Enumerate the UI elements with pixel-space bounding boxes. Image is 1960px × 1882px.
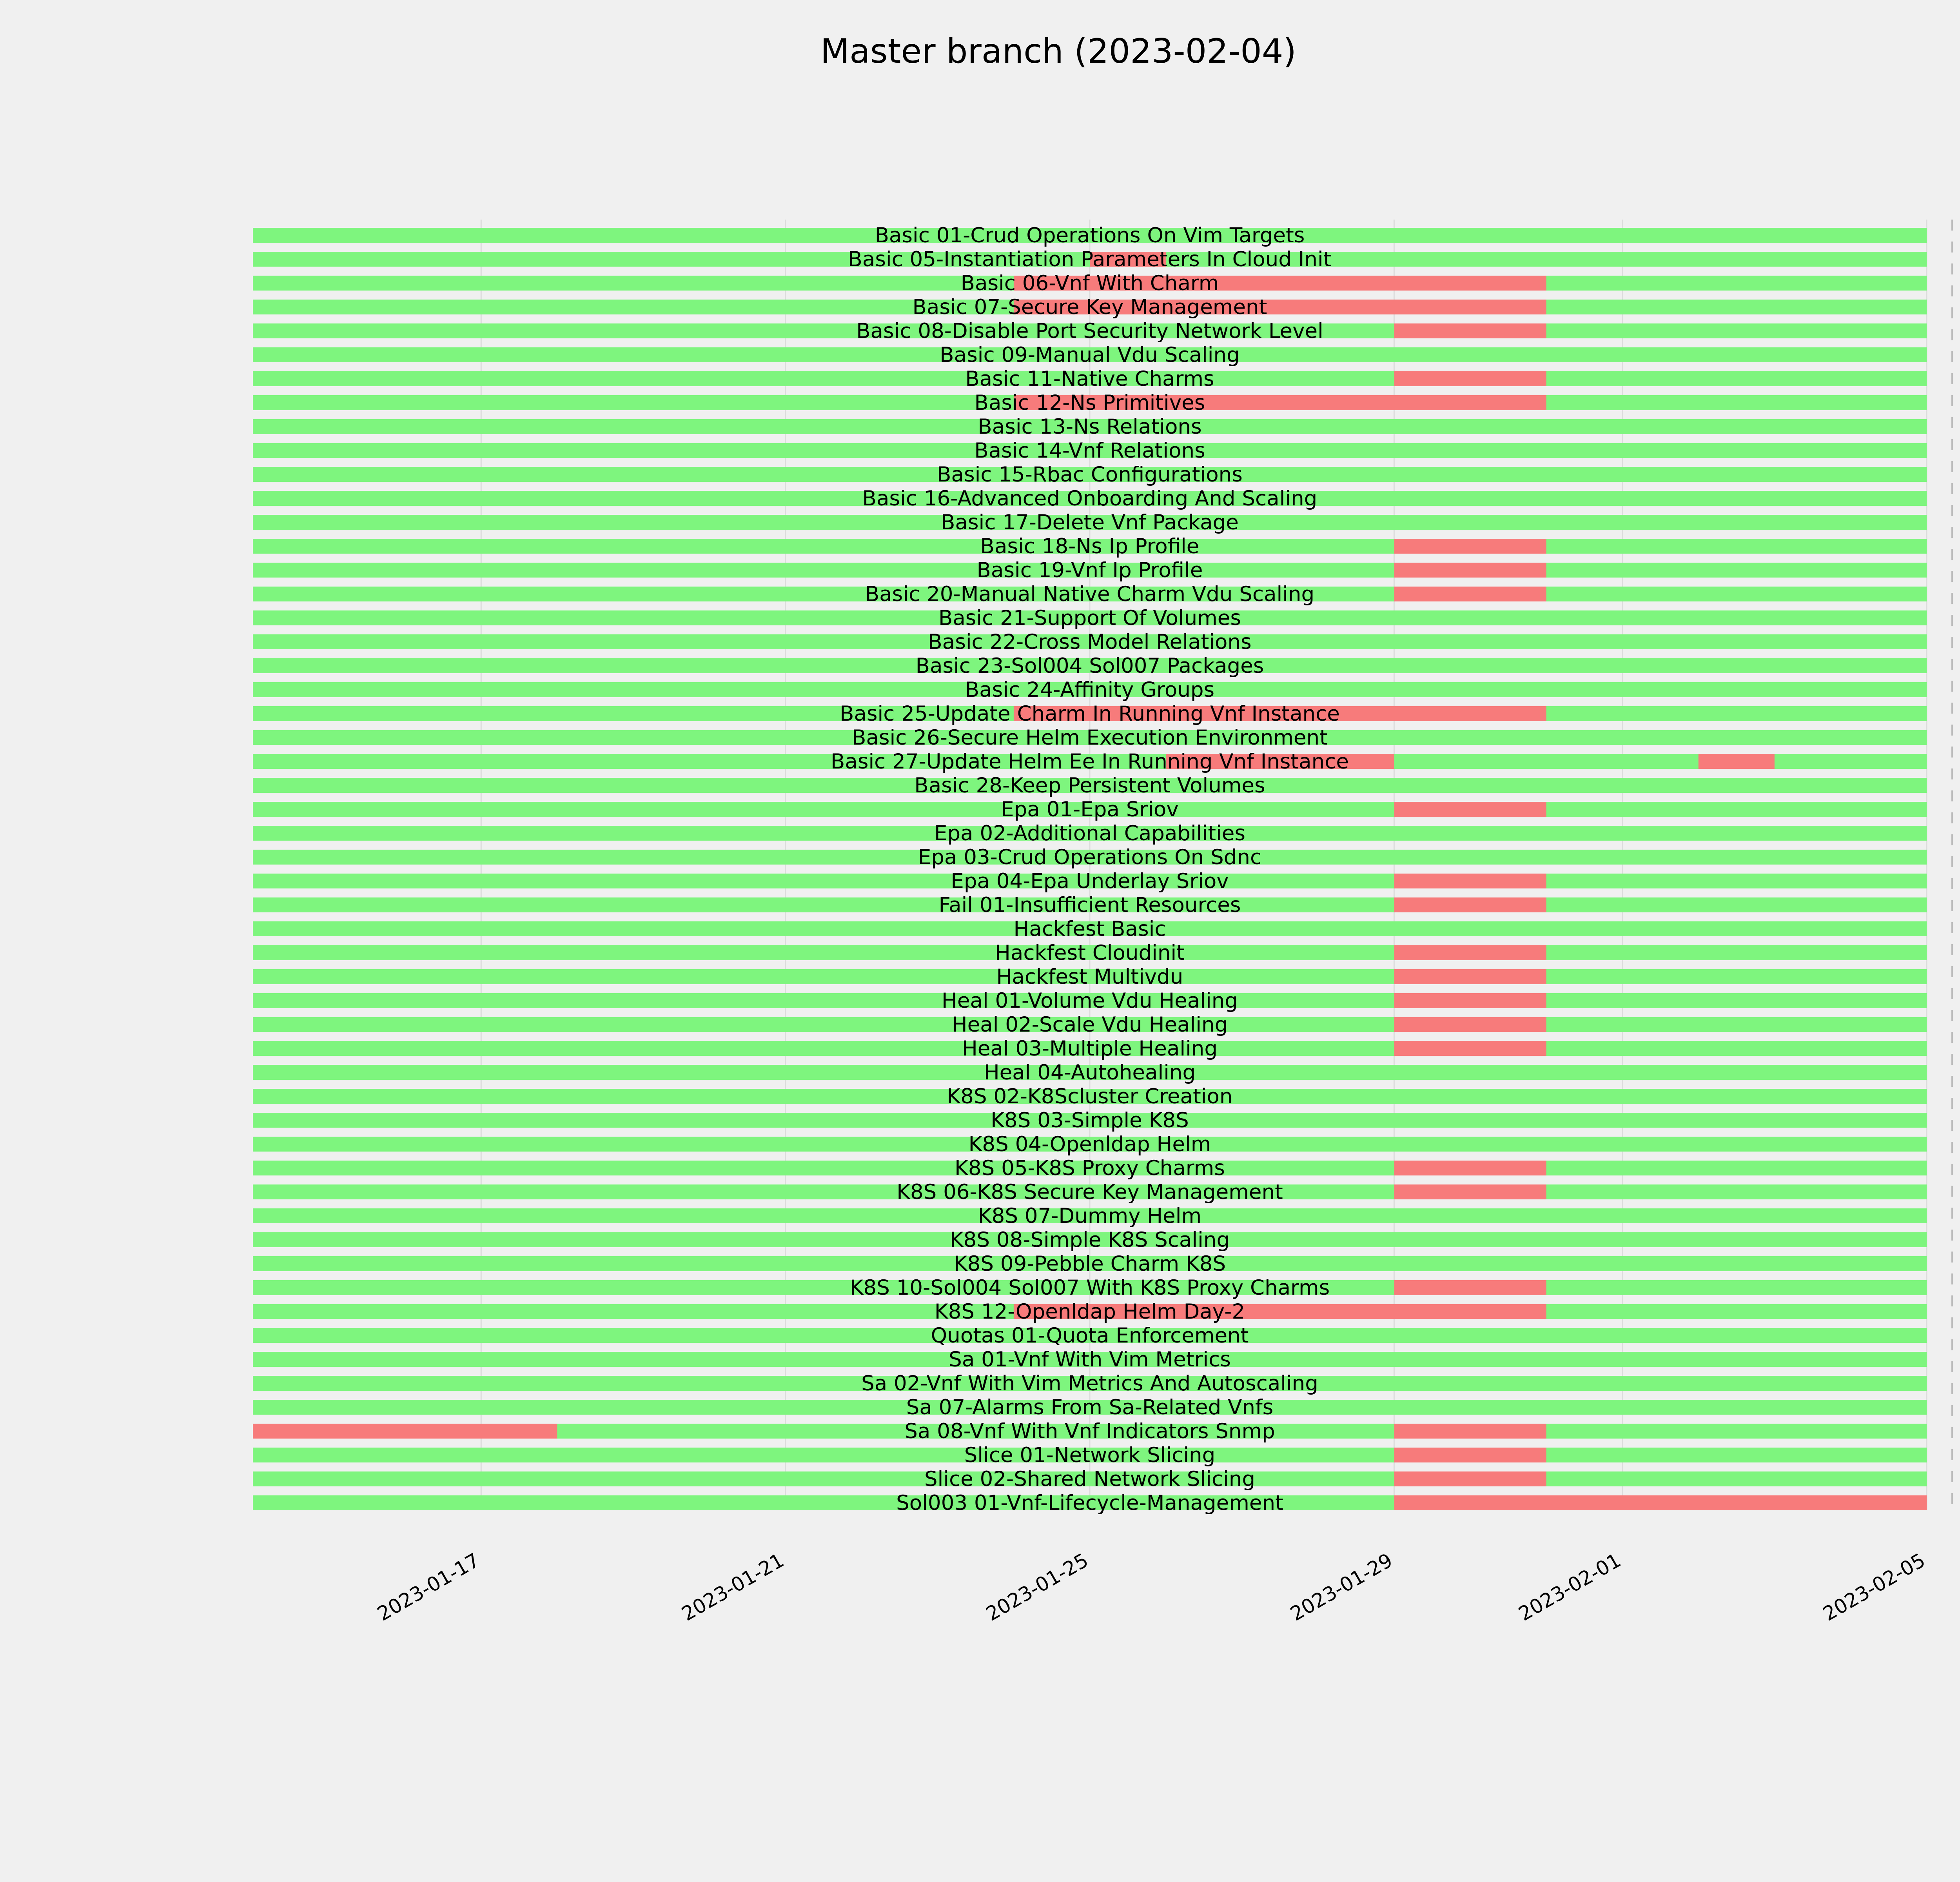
bar-label: K8S 10-Sol004 Sol007 With K8S Proxy Charms [849, 1276, 1330, 1300]
fail-bar [1699, 754, 1775, 769]
fail-bar [1394, 1495, 1927, 1510]
fail-bar [1394, 323, 1546, 338]
bar-label: Sa 08-Vnf With Vnf Indicators Snmp [904, 1419, 1275, 1443]
bar-label: K8S 08-Simple K8S Scaling [949, 1228, 1230, 1252]
bar-label: K8S 05-K8S Proxy Charms [955, 1156, 1225, 1180]
bar-label: Slice 01-Network Slicing [964, 1443, 1216, 1467]
fail-bar [1394, 993, 1546, 1008]
bar-label: Sol003 01-Vnf-Lifecycle-Management [896, 1491, 1283, 1515]
bar-label: Basic 26-Secure Helm Execution Environment [852, 726, 1328, 750]
bar-label: Basic 16-Advanced Onboarding And Scaling [862, 487, 1318, 510]
bar-label: Basic 13-Ns Relations [978, 415, 1202, 439]
fail-bar [1394, 587, 1546, 601]
fail-bar [1394, 1448, 1546, 1462]
fail-bar [1394, 1184, 1546, 1199]
bar-label: Epa 01-Epa Sriov [1001, 797, 1179, 821]
bar-label: Epa 03-Crud Operations On Sdnc [918, 845, 1262, 869]
x-tick-label: 2023-01-21 [677, 1549, 788, 1626]
x-tick-label: 2023-01-29 [1286, 1549, 1397, 1626]
fail-bar [1394, 897, 1546, 912]
fail-bar [1394, 1017, 1546, 1032]
bar-label: Basic 05-Instantiation Parameters In Cloud Init [848, 247, 1332, 271]
bar-label: Basic 01-Crud Operations On Vim Targets [875, 223, 1305, 247]
bar-label: K8S 09-Pebble Charm K8S [953, 1252, 1226, 1276]
bar-label: Sa 01-Vnf With Vim Metrics [949, 1348, 1231, 1372]
bar-label: Basic 06-Vnf With Charm [960, 271, 1219, 295]
x-tick-label: 2023-02-05 [1819, 1549, 1929, 1626]
bar-label: Quotas 01-Quota Enforcement [931, 1324, 1249, 1348]
bar-label: Slice 02-Shared Network Slicing [924, 1467, 1256, 1491]
bar-label: Basic 21-Support Of Volumes [938, 606, 1241, 630]
bar-label: Heal 01-Volume Vdu Healing [942, 989, 1238, 1013]
bar-label: Basic 09-Manual Vdu Scaling [940, 343, 1240, 367]
bar-label: Hackfest Multivdu [996, 965, 1183, 989]
chart-title: Master branch (2023-02-04) [820, 32, 1297, 71]
bar-label: Hackfest Basic [1013, 917, 1166, 941]
bar-label: K8S 12-Openldap Helm Day-2 [934, 1300, 1245, 1324]
x-tick-label: 2023-01-25 [982, 1549, 1092, 1626]
bar-label: K8S 03-Simple K8S [991, 1108, 1189, 1132]
bar-label: Basic 20-Manual Native Charm Vdu Scaling [865, 582, 1315, 606]
fail-bar [1394, 1280, 1546, 1295]
bar-label: Heal 04-Autohealing [984, 1061, 1196, 1085]
bar-label: Basic 27-Update Helm Ee In Running Vnf Instance [831, 750, 1349, 774]
bar-label: K8S 06-K8S Secure Key Management [897, 1180, 1283, 1204]
bar-label: Basic 15-Rbac Configurations [937, 463, 1243, 487]
fail-bar [1394, 1161, 1546, 1175]
fail-bar [1394, 969, 1546, 984]
fail-bar [1394, 371, 1546, 386]
x-tick-label: 2023-02-01 [1514, 1549, 1625, 1626]
fail-bar [1394, 563, 1546, 578]
bar-label: Epa 04-Epa Underlay Sriov [951, 869, 1229, 893]
bar-label: Basic 23-Sol004 Sol007 Packages [915, 654, 1264, 678]
bar-label: Basic 22-Cross Model Relations [928, 630, 1252, 654]
fail-bar [1394, 874, 1546, 888]
bar-label: Sa 02-Vnf With Vim Metrics And Autoscaling [861, 1372, 1318, 1395]
bar-label: Sa 07-Alarms From Sa-Related Vnfs [906, 1395, 1274, 1419]
bar-label: Basic 24-Affinity Groups [965, 678, 1215, 702]
fail-bar [1394, 802, 1546, 817]
fail-bar [1394, 1041, 1546, 1056]
bar-label: K8S 04-Openldap Helm [968, 1132, 1211, 1156]
fail-bar [1394, 539, 1546, 554]
bar-label: K8S 02-K8Scluster Creation [947, 1085, 1233, 1108]
bar-label: Basic 11-Native Charms [965, 367, 1214, 391]
bar-label: Basic 19-Vnf Ip Profile [976, 558, 1203, 582]
bar-label: Basic 14-Vnf Relations [974, 439, 1205, 463]
bar-label: Epa 02-Additional Capabilities [934, 821, 1245, 845]
bar-label: Basic 25-Update Charm In Running Vnf Instance [840, 702, 1340, 726]
bar-label: K8S 07-Dummy Helm [978, 1204, 1202, 1228]
bar-label: Basic 07-Secure Key Management [912, 295, 1267, 319]
bar-label: Basic 08-Disable Port Security Network Level [856, 319, 1323, 343]
bar-label: Basic 28-Keep Persistent Volumes [914, 774, 1265, 797]
x-tick-label: 2023-01-17 [373, 1549, 484, 1626]
fail-bar [1394, 1471, 1546, 1486]
bar-label: Heal 02-Scale Vdu Healing [951, 1013, 1228, 1037]
bar-label: Basic 12-Ns Primitives [974, 391, 1205, 415]
fail-bar [1394, 945, 1546, 960]
fail-bar [1394, 1424, 1546, 1439]
bar-label: Hackfest Cloudinit [995, 941, 1185, 965]
bar-label: Basic 17-Delete Vnf Package [941, 510, 1239, 534]
bar-label: Heal 03-Multiple Healing [962, 1037, 1218, 1061]
bar-label: Basic 18-Ns Ip Profile [980, 534, 1200, 558]
fail-bar [253, 1424, 557, 1439]
bar-label: Fail 01-Insufficient Resources [938, 893, 1241, 917]
